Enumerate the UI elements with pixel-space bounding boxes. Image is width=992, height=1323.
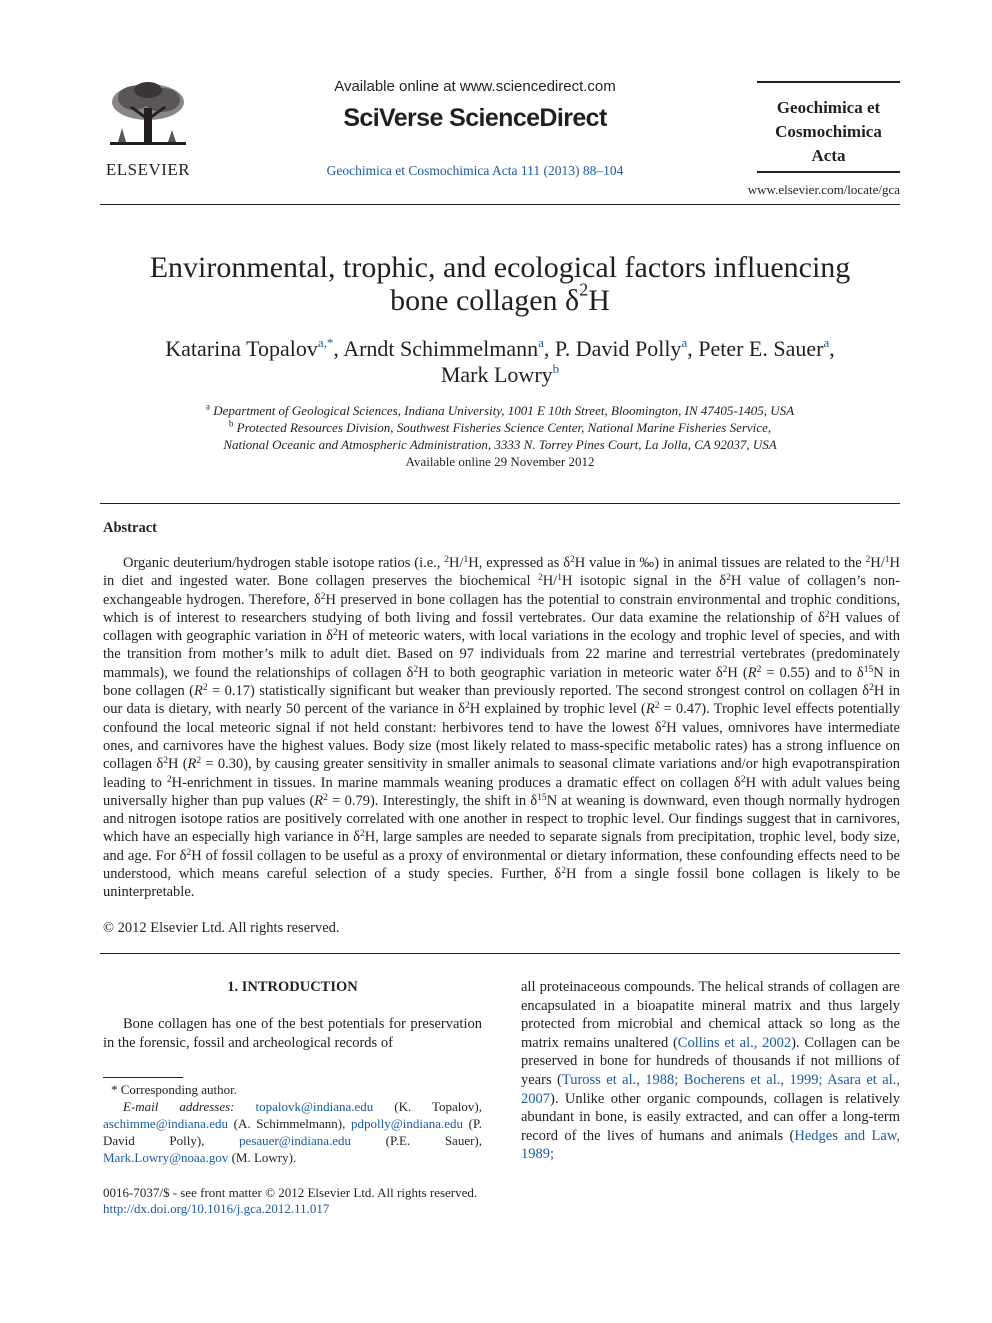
author-name: Arndt Schimmelmann	[343, 336, 539, 361]
author-name: P. David Polly	[554, 336, 682, 361]
author-list: Katarina Topalov$^{a,*}$, Arndt Schimmelmann$^a$, P. David Polly$^a$, Peter E. Sauer$^a$, Mark Lowry$^b$	[165, 334, 835, 387]
journal-top-rule	[757, 81, 900, 83]
publisher-name: ELSEVIER	[105, 160, 191, 179]
available-online-notice: Available online at www.sciencedirect.com	[334, 78, 616, 95]
journal-name-line-3: Acta	[811, 146, 846, 165]
journal-name-line-1: Geochimica et	[776, 98, 881, 117]
citation-link[interactable]: Hedges and Law, 1989;	[521, 1127, 901, 1163]
footnote-rule	[103, 1077, 183, 1078]
journal-bottom-rule	[757, 171, 900, 173]
author-affiliation-mark[interactable]: b	[552, 360, 560, 376]
author-affiliation-mark[interactable]: a	[538, 334, 544, 350]
introduction-text-right: all proteinaceous compounds. The helical strands of collagen are encapsulated in a bioapatite mineral matrix and thus largely protected from microbial and chemical attack so long as the matrix remains unaltered (Collins et al., 2002). Collagen can be preserved in bone for hundreds of thousands if not millions of years (Tuross et al., 1988; Bocherens et al., 1999; Asara et al., 2007). Unlike other organic compounds, collagen is relatively abundant in bone, is easily extracted, and can offer a long-term record of the lives of humans and animals (Hedges and Law, 1989;	[521, 979, 901, 1163]
platform-logo-text: SciVerse ScienceDirect	[343, 104, 607, 132]
header-rule	[100, 204, 900, 205]
author-name: Peter E. Sauer	[698, 336, 824, 361]
abstract-top-rule	[100, 503, 900, 504]
doi-link[interactable]: http://dx.doi.org/10.1016/j.gca.2012.11.017	[103, 1201, 330, 1216]
journal-name	[757, 96, 900, 168]
citation-link[interactable]: Tuross et al., 1988; Bocherens et al., 1999; Asara et al., 2007	[521, 1071, 900, 1107]
abstract-copyright: © 2012 Elsevier Ltd. All rights reserved.	[103, 920, 340, 936]
affiliations	[100, 402, 900, 470]
author-name: Mark Lowry	[440, 362, 553, 387]
email-link[interactable]: aschimme@indiana.edu	[103, 1116, 228, 1131]
title-line-1: Environmental, trophic, and ecological factors influencing	[149, 251, 851, 284]
introduction-text-left: Bone collagen has one of the best potentials for preservation in the forensic, fossil and archeological records of	[103, 1016, 482, 1051]
author-affiliation-mark[interactable]: a,*	[317, 334, 334, 350]
affiliation-b: $^b$ Protected Resources Division, Southwest Fisheries Science Center, National Marine Fisheries Service,	[228, 418, 772, 435]
available-online-date: Available online 29 November 2012	[405, 454, 595, 469]
author-affiliation-mark[interactable]: a	[681, 334, 688, 350]
abstract-heading: Abstract	[103, 520, 157, 536]
affiliation-b-cont: National Oceanic and Atmospheric Administration, 3333 N. Torrey Pines Court, La Jolla, CA 92037, USA	[223, 437, 777, 452]
tree-icon	[100, 78, 196, 158]
email-addresses: E-mail addresses: topalovk@indiana.edu (K. Topalov), aschimme@indiana.edu (A. Schimmelmann), pdpolly@indiana.edu (P. David Polly), pesauer@indiana.edu (P.E. Sauer), Mark.Lowry@noaa.gov (M. Lowry).	[103, 1099, 483, 1165]
email-link[interactable]: Mark.Lowry@noaa.gov	[103, 1150, 229, 1165]
abstract-bottom-rule	[100, 953, 900, 954]
abstract-text: Organic deuterium/hydrogen stable isotope ratios (i.e., $^2$H/$^1$H, expressed as $\delta^2H$ value in ‰) in animal tissues are related to the $^2$H/$^1$H in diet and ingested water. Bone collagen preserves the biochemical $^2$H/$^1$H isotopic signal in the $\delta^2H$ value of collagen’s non-exchangeable hydrogen. Therefore, $\delta^2H$ preserved in bone collagen has the potential to constrain environmental and trophic conditions, which is of interest to researchers studying of both living and fossil vertebrates. Our data examine the relationship of $\delta^2H$ values of collagen with geographic variation in $\delta^2H$ of meteoric waters, with local variations in the ecology and trophic level of species, and with the transition from mother’s milk to adult diet. Based on 97 individuals from 22 marine and terrestrial vertebrates (predominately mammals), we found the relationships of collagen $\delta^2H$ to both geographic variation in meteoric water $\delta^2H$ $(R^2 = 0.55)$ and to $\delta^{15}N$ in bone collagen $(R^2 = 0.17)$ statistically significant but weaker than previously reported. The second strongest control on collagen $\delta^2H$ in our data is dietary, with nearly 50 percent of the variance in $\delta^2H$ explained by trophic level $(R^2 = 0.47)$. Trophic level effects potentially confound the local meteoric signal if not held constant: herbivores tend to have the lowest $\delta^2H$ values, omnivores have intermediate ones, and carnivores have the highest values. Body size (most likely related to mass-specific metabolic rates) has a strong influence on collagen $\delta^2H$ $(R^2 = 0.30)$, by causing greater sensitivity in smaller animals to seasonal climate variations and/or high evapotranspiration leading to $^2$H-enrichment in tissues. In marine mammals weaning produces a dramatic effect on collagen $\delta^2H$ with adult values being universally higher than pup values $(R^2 = 0.79)$. Interestingly, the shift in $\delta^{15}N$ at weaning is downward, even though normally hydrogen and nitrogen isotope ratios are positively correlated with one another in respect to trophic level. Our findings suggest that in carnivores, which have an especially high variance in $\delta^2H$, large samples are needed to separate signals from precipitation, trophic level, body size, and age. For $\delta^2H$ of fossil collagen to be useful as a proxy of environmental or dietary information, these confounding effects need to be understood, which means careful selection of a study species. Further, $\delta^2H$ from a single fossil bone collagen is likely to be uninterpretable.	[103, 554, 900, 901]
corresponding-author-label: * Corresponding author.	[111, 1082, 238, 1097]
affiliation-a: $^a$ Department of Geological Sciences, Indiana University, 1001 E 10th Street, Bloomington, IN 47405-1405, USA	[205, 401, 795, 418]
journal-url[interactable]: www.elsevier.com/locate/gca	[747, 182, 900, 197]
title-line-2: bone collagen $\delta^2H$	[390, 279, 610, 317]
author-name: Katarina Topalov	[165, 336, 318, 361]
email-link[interactable]: pdpolly@indiana.edu	[351, 1116, 464, 1131]
email-link[interactable]: pesauer@indiana.edu	[239, 1133, 352, 1148]
author-affiliation-mark[interactable]: a	[823, 334, 830, 350]
issn-front-matter: 0016-7037/$ - see front matter © 2012 Elsevier Ltd. All rights reserved.	[103, 1185, 478, 1200]
email-link[interactable]: topalovk@indiana.edu	[255, 1099, 374, 1114]
corresponding-author-footnote	[103, 1081, 482, 1166]
journal-name-line-2: Cosmochimica	[775, 122, 882, 141]
article-title	[100, 251, 900, 317]
citation-link[interactable]: Collins et al., 2002	[677, 1034, 792, 1051]
section-heading-introduction: 1. INTRODUCTION	[227, 979, 358, 995]
journal-citation-link[interactable]: Geochimica et Cosmochimica Acta 111 (2013) 88–104	[326, 163, 624, 178]
